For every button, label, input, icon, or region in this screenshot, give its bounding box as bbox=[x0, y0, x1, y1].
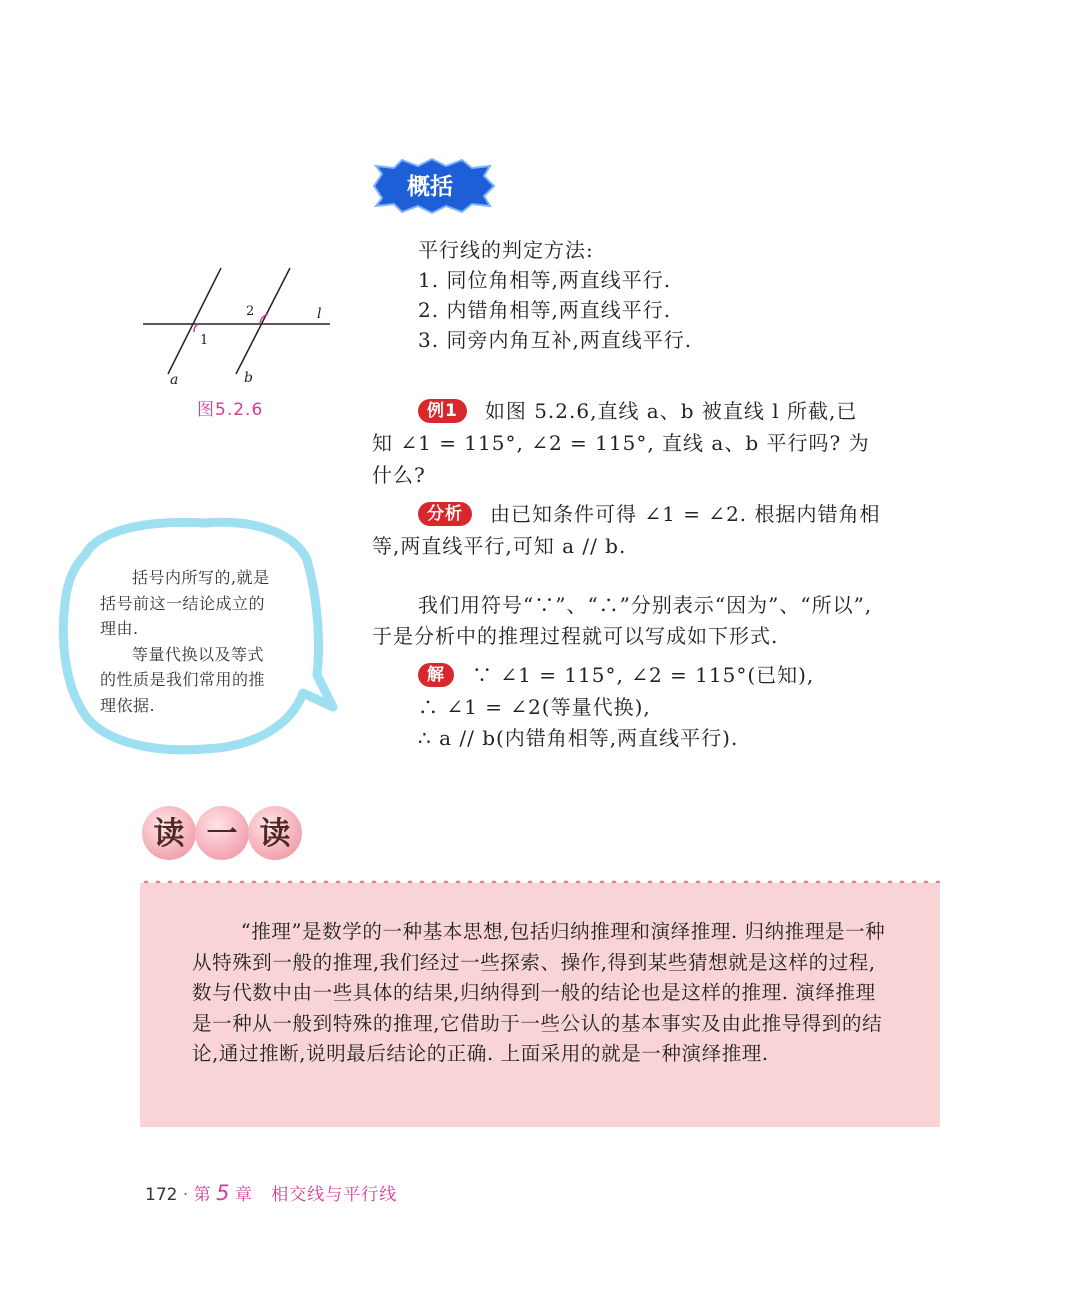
criteria-item-3: 3. 同旁内角互补,两直线平行. bbox=[418, 328, 693, 352]
criteria-item-2: 2. 内错角相等,两直线平行. bbox=[418, 298, 672, 322]
chapter-prefix: 第 bbox=[193, 1185, 211, 1205]
angle-1-arc bbox=[194, 324, 198, 332]
reading-title-char-3: 读 bbox=[259, 816, 291, 852]
reading-title-char-2: 一 bbox=[206, 816, 238, 852]
symbols-line-2: 于是分析中的推理过程就可以写成如下形式. bbox=[372, 624, 779, 648]
reading-box bbox=[140, 883, 940, 1127]
solution-text-1: ∵ ∠1 = 115°, ∠2 = 115°(已知), bbox=[472, 663, 815, 687]
side-note-text bbox=[100, 565, 275, 718]
side-note-para-1: 括号内所写的,就是括号前这一结论成立的理由. bbox=[100, 568, 270, 638]
example-line-1 bbox=[418, 396, 857, 426]
page-footer bbox=[145, 1180, 397, 1205]
solution-line-3: ∴ a // b(内错角相等,两直线平行). bbox=[418, 726, 739, 750]
line-b bbox=[236, 268, 290, 374]
chapter-suffix: 章 bbox=[234, 1185, 252, 1205]
reading-title bbox=[138, 802, 308, 864]
example-line-2: 知 ∠1 = 115°, ∠2 = 115°, 直线 a、b 平行吗? 为 bbox=[372, 431, 870, 455]
reading-text: “推理”是数学的一种基本思想,包括归纳推理和演绎推理. 归纳推理是一种从特殊到一般的推理,我们经过一些探索、操作,得到某些猜想就是这样的过程,数与代数中由一些具体的结果,归纳得到一般的结论也是这样的推理. 演绎推理是一种从一般到特殊的推理,它借助于一些公认的基本事实及由此推导得到的结论,通过推断,说明最后结论的正确. 上面采用的就是一种演绎推理. bbox=[192, 920, 886, 1066]
criteria-item-1: 1. 同位角相等,两直线平行. bbox=[418, 268, 672, 292]
analysis-text-1: 由已知条件可得 ∠1 = ∠2. 根据内错角相 bbox=[490, 502, 881, 526]
example-badge: 例1 bbox=[418, 399, 467, 423]
parallel-lines-figure bbox=[140, 262, 340, 387]
figure-caption: 图5.2.6 bbox=[197, 400, 264, 420]
line-a-label: a bbox=[170, 372, 179, 387]
analysis-line-2: 等,两直线平行,可知 a // b. bbox=[372, 534, 627, 558]
solution-badge: 解 bbox=[418, 663, 454, 687]
angle-2-label: 2 bbox=[246, 304, 255, 319]
example-text-1: 如图 5.2.6,直线 a、b 被直线 l 所截,已 bbox=[484, 399, 858, 423]
solution-line-2: ∴ ∠1 = ∠2(等量代换), bbox=[418, 695, 651, 719]
side-note-para-2: 等量代换以及等式的性质是我们常用的推理依据. bbox=[100, 644, 266, 715]
reading-title-char-1: 读 bbox=[153, 816, 185, 852]
line-l-label: l bbox=[317, 306, 322, 322]
symbols-line-1: 我们用符号“∵”、“∴”分别表示“因为”、“所以”, bbox=[418, 593, 873, 617]
example-line-3: 什么? bbox=[372, 463, 426, 487]
criteria-intro: 平行线的判定方法: bbox=[418, 238, 594, 262]
chapter-number: 5 bbox=[216, 1181, 230, 1205]
summary-badge bbox=[368, 158, 498, 214]
line-b-label: b bbox=[244, 370, 253, 386]
chapter-title: 相交线与平行线 bbox=[271, 1185, 398, 1205]
angle-1-label: 1 bbox=[200, 333, 209, 348]
summary-badge-label: 概括 bbox=[407, 174, 453, 200]
line-a bbox=[168, 268, 221, 374]
analysis-badge: 分析 bbox=[418, 502, 472, 526]
analysis-line-1 bbox=[418, 499, 881, 529]
footer-separator: · bbox=[182, 1185, 189, 1205]
page-number: 172 bbox=[145, 1185, 178, 1205]
solution-line-1 bbox=[418, 660, 814, 690]
